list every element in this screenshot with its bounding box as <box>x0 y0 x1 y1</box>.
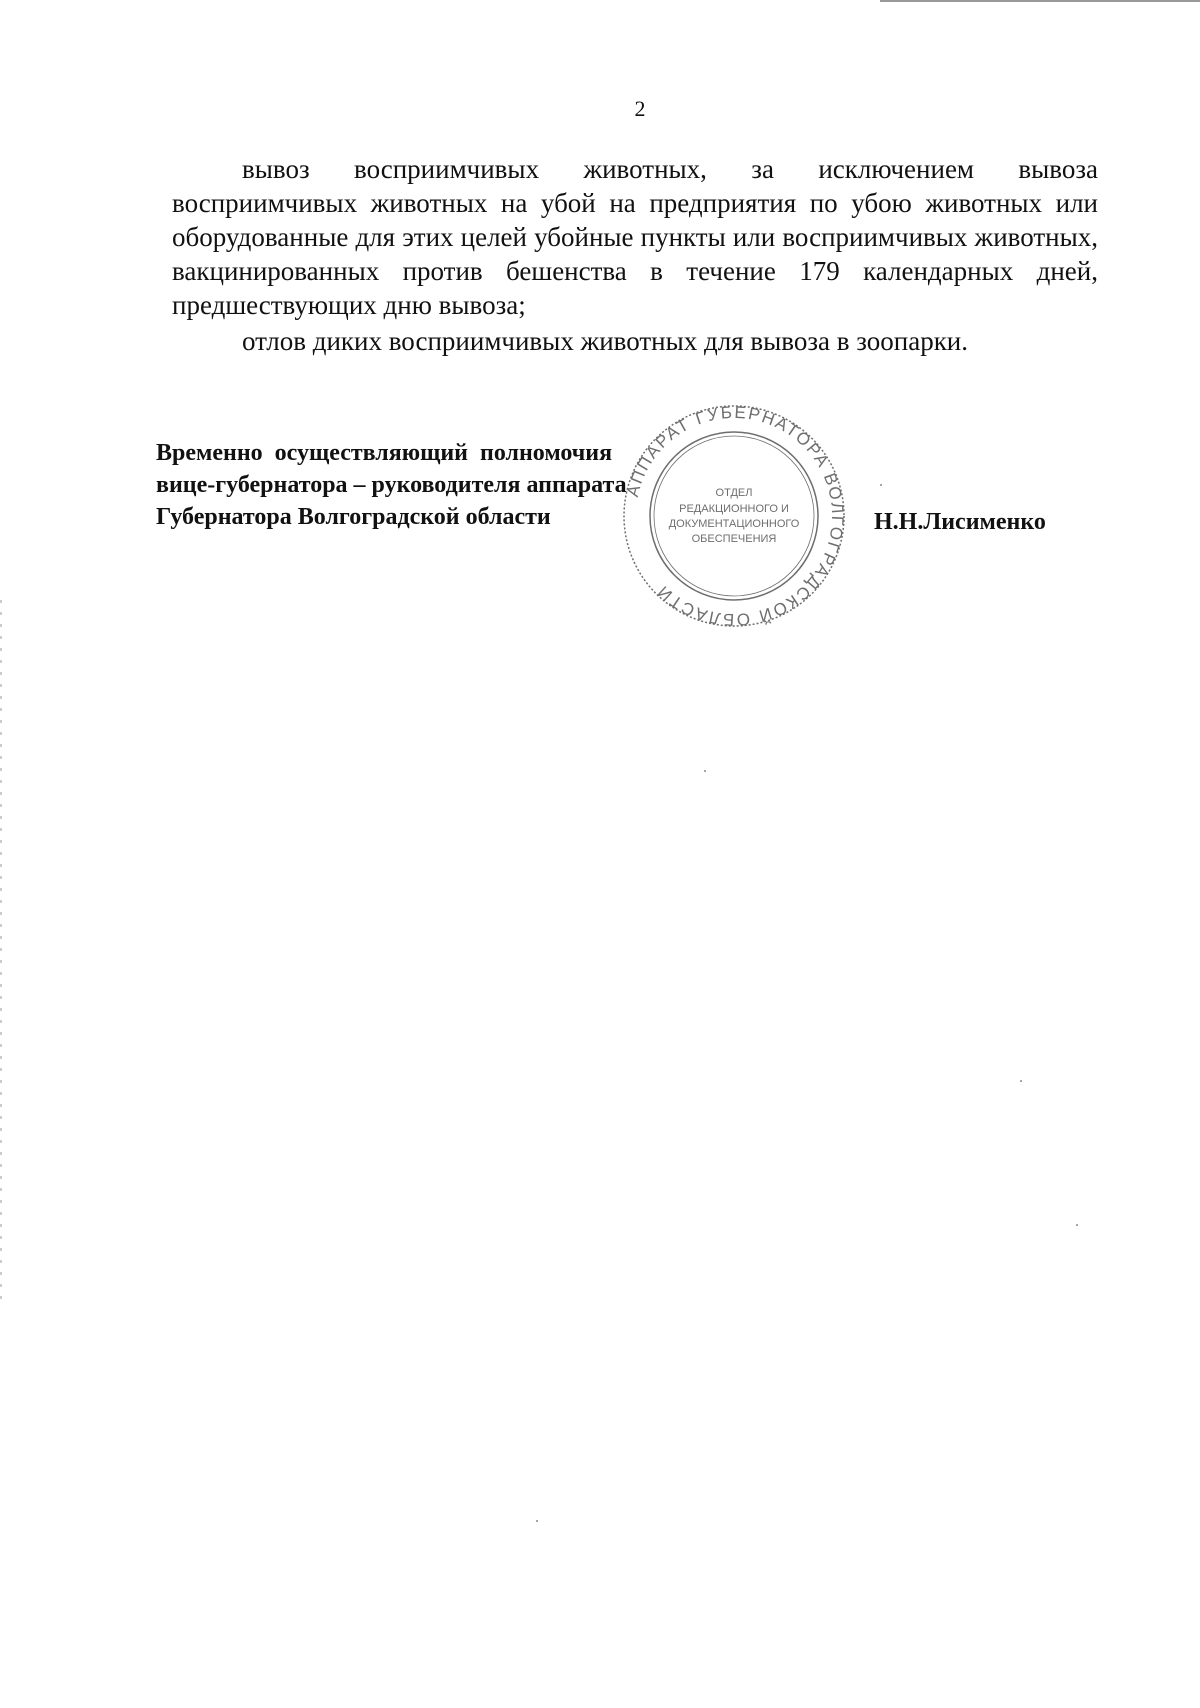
stamp-inner-line-4: ОБЕСПЕЧЕНИЯ <box>691 533 777 545</box>
paragraph-export-animals: вывоз восприимчивых животных, за исключением вывоза восприимчивых животных на убой на предприятия по убою животных или оборудованные для этих целей убойные пункты или восприимчивых животных, вакцинированных против бешенства в течение 179 календарных дней, предшествующих дню вывоза; <box>172 154 1098 320</box>
stamp-inner-line-2: РЕДАКЦИОННОГО И <box>679 503 789 515</box>
scan-speck <box>536 1520 538 1522</box>
stamp-inner-line-1: ОТДЕЛ <box>715 487 753 499</box>
signer-position-line-2: вице-губернатора – руководителя аппарата <box>156 472 627 498</box>
official-stamp <box>618 400 850 632</box>
page-number: 2 <box>634 96 646 121</box>
scan-speck <box>704 770 706 772</box>
scan-edge-marks <box>0 600 2 1300</box>
stamp-outer-text: АППАРАТ ГУБЕРНАТОРА ВОЛГОГРАДСКОЙ ОБЛАСТИ <box>622 402 848 630</box>
signer-position-line-1: Временно осуществляющий полномочия <box>156 440 613 466</box>
scan-speck <box>1076 1224 1078 1226</box>
document-body <box>172 152 1098 358</box>
scan-speck <box>1020 1080 1022 1082</box>
signature-block <box>156 437 627 533</box>
signer-position-line-3: Губернатора Волгоградской области <box>156 504 551 530</box>
scan-edge-line <box>880 0 1200 2</box>
signer-name: Н.Н.Лисименко <box>874 509 1046 535</box>
paragraph-wild-animals: отлов диких восприимчивых животных для вывоза в зоопарки. <box>242 326 969 356</box>
svg-text:АППАРАТ ГУБЕРНАТОРА ВОЛГОГРАДС <box>623 403 847 630</box>
scan-speck <box>880 484 882 486</box>
stamp-inner-line-3: ДОКУМЕНТАЦИОННОГО <box>668 518 800 530</box>
